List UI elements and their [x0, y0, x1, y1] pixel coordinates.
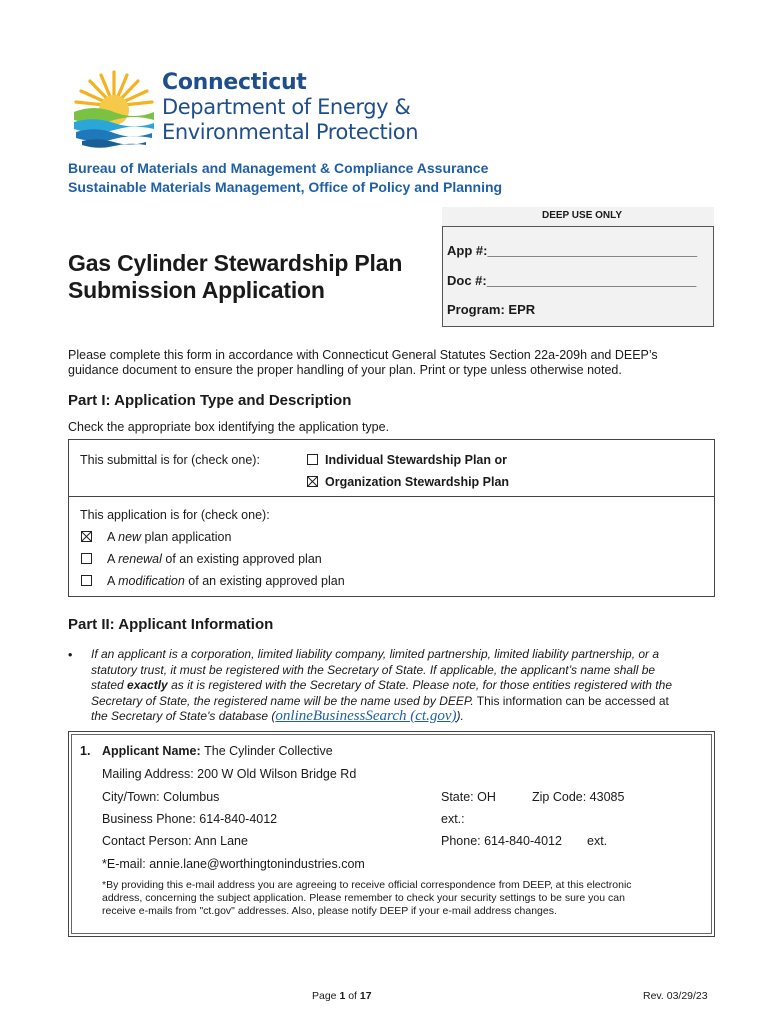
- new-plan-label: A new plan application: [107, 530, 232, 544]
- email[interactable]: *E-mail: annie.lane@worthingtonindustries.com: [102, 857, 365, 871]
- part-2-heading: Part II: Applicant Information: [68, 616, 274, 633]
- mailing-address[interactable]: Mailing Address: 200 W Old Wilson Bridge Rd: [102, 767, 357, 781]
- logo-line-environmental: Environmental Protection: [162, 120, 419, 144]
- modification-plan-label: A modification of an existing approved plan: [107, 574, 345, 588]
- modification-plan-checkbox[interactable]: [81, 575, 92, 586]
- applicant-number: 1.: [80, 744, 91, 758]
- submittal-label: This submittal is for (check one):: [80, 453, 260, 467]
- organization-plan-label: Organization Stewardship Plan: [325, 475, 510, 489]
- renewal-plan-checkbox[interactable]: [81, 553, 92, 564]
- business-phone-ext[interactable]: ext.:: [441, 812, 465, 826]
- email-consent-note: *By providing this e-mail address you are agreeing to receive official correspondence from DEEP, at this electronic address, concerning the subject application. Please remember to check your security settings to be sure you can receive e-mails from "ct.gov" addresses. Also, please notify DEEP if your e-mail address changes.: [102, 879, 632, 917]
- intro-line-2: guidance document to ensure the proper handling of your plan. Print or type unless otherwise noted.: [68, 363, 622, 377]
- doc-number-field: Doc #:_____________________________: [447, 273, 697, 288]
- online-business-search-link[interactable]: onlineBusinessSearch (ct.gov): [275, 708, 457, 724]
- logo-line-connecticut: Connecticut: [162, 70, 307, 95]
- applicant-name-value[interactable]: The Cylinder Collective: [204, 744, 333, 758]
- bullet-point: •: [68, 648, 73, 662]
- ct-deep-logo: [68, 66, 160, 150]
- revision-date: Rev. 03/29/23: [643, 990, 708, 1002]
- intro-line-1: Please complete this form in accordance with Connecticut General Statutes Section 22a-209h and DEEP’s: [68, 348, 658, 362]
- individual-plan-label: Individual Stewardship Plan or: [325, 453, 507, 467]
- logo-line-department: Department of Energy &: [162, 95, 411, 119]
- individual-plan-checkbox[interactable]: [307, 454, 318, 465]
- page-number: Page 1 of 17: [312, 990, 372, 1002]
- app-number-field: App #:_____________________________: [447, 243, 698, 258]
- part-1-instruction: Check the appropriate box identifying the application type.: [68, 420, 390, 434]
- organization-plan-checkbox[interactable]: [307, 476, 318, 487]
- form-title-line-2: Submission Application: [68, 277, 325, 303]
- deep-use-only-header: DEEP USE ONLY: [442, 207, 714, 227]
- new-plan-checkbox[interactable]: [81, 531, 92, 542]
- contact-person[interactable]: Contact Person: Ann Lane: [102, 834, 248, 848]
- zip-code[interactable]: Zip Code: 43085: [532, 790, 625, 804]
- part-1-heading: Part I: Application Type and Description: [68, 392, 352, 409]
- contact-phone-ext[interactable]: ext.: [587, 834, 608, 848]
- renewal-plan-label: A renewal of an existing approved plan: [107, 552, 322, 566]
- bureau-line-2: Sustainable Materials Management, Office of Policy and Planning: [68, 179, 503, 195]
- form-title-line-1: Gas Cylinder Stewardship Plan: [68, 250, 403, 276]
- application-label: This application is for (check one):: [80, 508, 270, 522]
- city-town[interactable]: City/Town: Columbus: [102, 790, 220, 804]
- business-phone[interactable]: Business Phone: 614-840-4012: [102, 812, 278, 826]
- contact-phone[interactable]: Phone: 614-840-4012: [441, 834, 562, 848]
- registration-note: If an applicant is a corporation, limited liability company, limited partnership, limited liability partnership, or a statutory trust, it must be registered with the Secretary of State. If applicable, the applicant’s name shall be stated exactly as it is registered with the Secretary of State. Please note, for those entities registered with the Secretary of State, the registered name will be the name used by DEEP. This information can be accessed at the Secretary of State's database (onlineBusinessSearch (ct.gov)).: [91, 647, 672, 724]
- program-field: Program: EPR: [447, 302, 536, 317]
- bureau-line-1: Bureau of Materials and Management & Compliance Assurance: [68, 160, 489, 176]
- state[interactable]: State: OH: [441, 790, 496, 804]
- applicant-name-row: Applicant Name: The Cylinder Collective: [102, 744, 333, 758]
